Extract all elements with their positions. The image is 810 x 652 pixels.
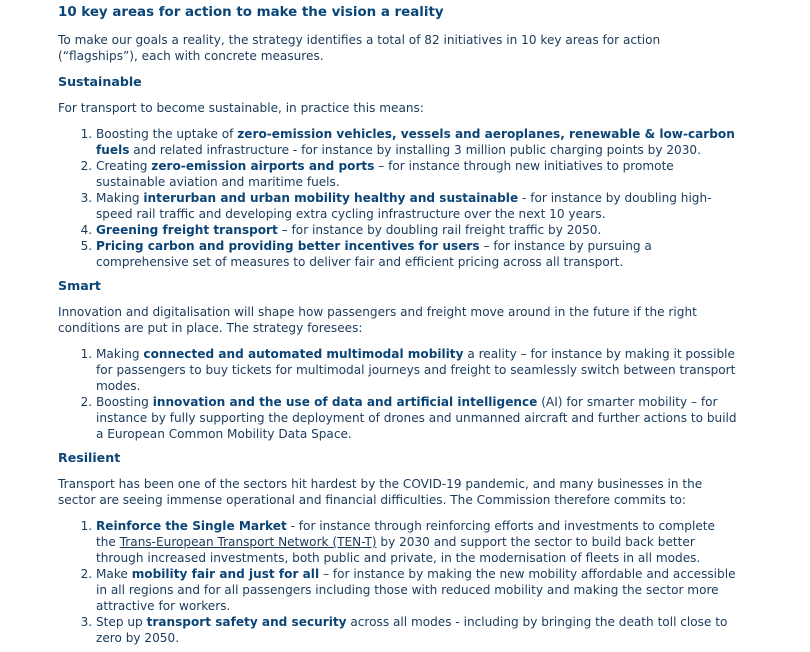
list-item: [96, 614, 738, 646]
item-text: across all modes - including by bringing the death toll close to zero by 2050.: [96, 615, 728, 645]
list-item: [96, 346, 738, 394]
section-heading-smart: Smart: [58, 278, 101, 293]
item-text: Make: [96, 567, 132, 581]
item-bold: mobility fair and just for all: [131, 567, 320, 581]
section-heading-sustainable: Sustainable: [58, 74, 142, 89]
list-resilient: [58, 518, 738, 646]
intro-paragraph: To make our goals a reality, the strategy identifies a total of 82 initiatives in 10 key areas for action (“flagships”), each with concrete measures.: [58, 33, 661, 63]
item-bold: Greening freight transport: [96, 223, 278, 237]
item-text: Step up: [96, 615, 147, 629]
ten-t-link[interactable]: Trans-European Transport Network (TEN-T): [119, 535, 377, 549]
list-item: [96, 566, 738, 614]
section-intro-sustainable: For transport to become sustainable, in practice this means:: [58, 101, 424, 115]
item-text: a reality – for instance by making it possible for passengers to buy tickets for multimodal journeys and freight to seamlessly switch between transport modes.: [96, 347, 736, 393]
section-intro-resilient: Transport has been one of the sectors hit hardest by the COVID-19 pandemic, and many businesses in the sector are seeing immense operational and financial difficulties. The Commission therefore commits to:: [58, 477, 703, 507]
item-text: – for instance through new initiatives to promote sustainable aviation and maritime fuels.: [96, 159, 674, 189]
item-bold: zero-emission airports and ports: [151, 159, 375, 173]
item-bold: Pricing carbon and providing better incentives for users: [96, 239, 480, 253]
item-text: Making: [96, 347, 144, 361]
list-item: [96, 158, 738, 190]
item-text: (AI) for smarter mobility – for instance by fully supporting the deployment of drones and unmanned aircraft and further actions to build a European Common Mobility Data Space.: [96, 395, 737, 441]
item-text: and related infrastructure - for instance by installing 3 million public charging points by 2030.: [129, 143, 701, 157]
item-text: Creating: [96, 159, 152, 173]
item-text: by 2030 and support the sector to build back better through increased investments, both public and private, in the modernisation of fleets in all modes.: [96, 535, 701, 565]
item-text: – for instance by making the new mobility affordable and accessible in all regions and for all passengers including those with reduced mobility and making the sector more attractive for workers.: [96, 567, 736, 613]
section-intro-smart: Innovation and digitalisation will shape how passengers and freight move around in the future if the right conditions are put in place. The strategy foresees:: [58, 305, 697, 335]
list-item: [96, 126, 738, 158]
item-bold: Reinforce the Single Market: [96, 519, 287, 533]
list-item: [96, 394, 738, 442]
page-title: 10 key areas for action to make the vision a reality: [58, 5, 444, 20]
item-bold: transport safety and security: [146, 615, 347, 629]
item-bold: innovation and the use of data and artificial intelligence: [152, 395, 538, 409]
list-item: [96, 190, 738, 222]
item-bold: interurban and urban mobility healthy and sustainable: [143, 191, 519, 205]
list-item: [96, 518, 738, 566]
item-text: - for instance by doubling high-speed rail traffic and developing extra cycling infrastructure over the next 10 years.: [96, 191, 712, 221]
list-item: [96, 238, 738, 270]
item-text: – for instance by pursuing a comprehensive set of measures to deliver fair and efficient pricing across all transport.: [96, 239, 652, 269]
item-text: Boosting: [96, 395, 153, 409]
item-text: – for instance by doubling rail freight traffic by 2050.: [277, 223, 602, 237]
item-bold: zero-emission vehicles, vessels and aeroplanes, renewable & low-carbon fuels: [96, 127, 735, 157]
item-text: - for instance through reinforcing efforts and investments to complete the: [96, 519, 715, 549]
item-text: Boosting the uptake of: [96, 127, 238, 141]
list-smart: [58, 346, 738, 442]
list-item: [96, 222, 738, 238]
item-text: Making: [96, 191, 144, 205]
item-bold: connected and automated multimodal mobility: [143, 347, 464, 361]
list-sustainable: [58, 126, 738, 270]
section-heading-resilient: Resilient: [58, 450, 121, 465]
